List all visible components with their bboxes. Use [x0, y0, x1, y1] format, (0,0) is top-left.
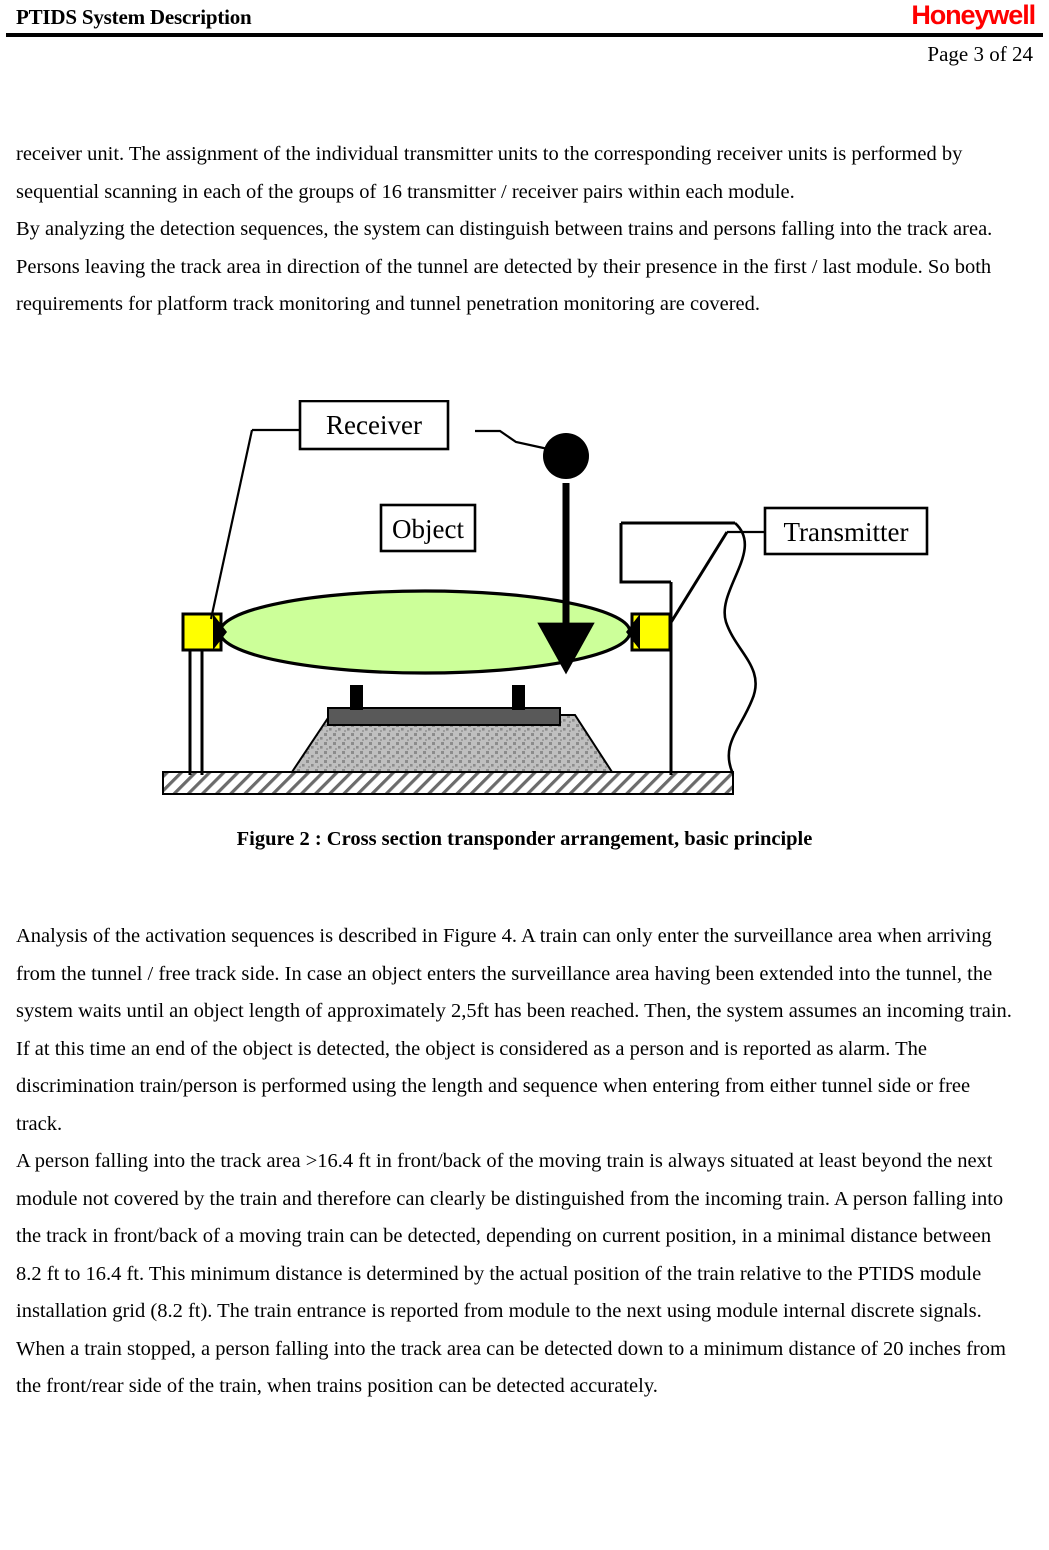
body-text-top [16, 136, 1020, 324]
header-divider [6, 33, 1043, 37]
paragraph-2: By analyzing the detection sequences, the system can distinguish between trains and persons falling into the track area. Persons leaving the track area in direction of the tunnel are detected by their presence in the first / last module. So both requirements for platform track monitoring and tunnel penetration monitoring are covered. [16, 218, 993, 315]
figure-2-diagram [0, 400, 1049, 820]
label-box-receiver [300, 401, 448, 449]
receiver-mast [190, 632, 202, 775]
transmitter-label: Transmitter [783, 517, 909, 547]
honeywell-logo: Honeywell [911, 0, 1035, 30]
paragraph-5: When a train stopped, a person falling into the track area can be detected down to a minimum distance of 20 inches from the front/rear side of the train, when trains position can be detected accurately. [16, 1337, 1006, 1397]
transmitter-sensor-box [626, 614, 670, 650]
track-sleeper [328, 708, 560, 725]
receiver-label: Receiver [326, 410, 422, 440]
tunnel-wall-wavy-line [725, 523, 756, 774]
figure-caption: Figure 2 : Cross section transponder arrangement, basic principle [236, 828, 813, 850]
falling-object-marker [543, 433, 589, 479]
paragraph-3: Analysis of the activation sequences is described in Figure 4. A train can only enter the surveillance area when arriving from the tunnel / free track side. In case an object enters the surveillance area having been extended into the tunnel, the system waits until an object length of approximately 2,5ft has been reached. Then, the system assumes an incoming train. If at this time an end of the object is detected, the object is considered as a person and is reported as alarm. The discrimination train/person is performed using the length and sequence when entering from either tunnel side or free track. [16, 925, 1012, 1135]
receiver-sensor-box [183, 614, 227, 650]
page-number: Page 3 of 24 [927, 42, 1033, 66]
paragraph-4: A person falling into the track area >16.4 ft in front/back of the moving train is always situated at least beyond the next module not covered by the train and therefore can clearly be distinguished from the incoming train. A person falling into the track in front/back of a moving train can be detected, depending on current position, in a minimal distance between 8.2 ft to 16.4 ft. This minimum distance is determined by the actual position of the train relative to the PTIDS module installation grid (8.2 ft). The train entrance is reported from module to the next using module internal discrete signals. [16, 1150, 1004, 1322]
rails [350, 685, 525, 710]
page-header [0, 0, 1049, 34]
body-text-lower [16, 918, 1020, 1406]
ground-hatching [163, 772, 733, 794]
label-box-object [381, 505, 475, 551]
cross-section-svg [0, 400, 1049, 820]
label-box-transmitter [765, 508, 927, 554]
object-label: Object [392, 514, 464, 544]
paragraph-1: receiver unit. The assignment of the individual transmitter units to the corresponding receiver units is performed by sequential scanning in each of the groups of 16 transmitter / receiver pairs within each module. [16, 143, 963, 203]
document-title: PTIDS System Description [16, 5, 252, 29]
